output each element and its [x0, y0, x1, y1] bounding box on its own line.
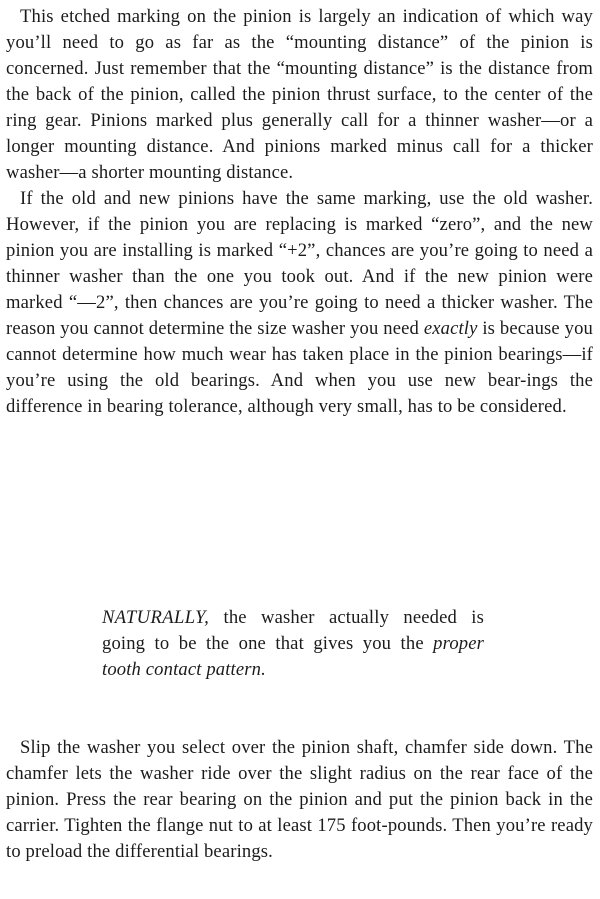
- paragraph-pinion-marking: This etched marking on the pinion is largely an indication of which way you’ll need to go as far as the “mounting distance” of the pinion is concerned. Just remember that the “mounting distance” is the distance from the back of the pinion, called the pinion thrust surface, to the center of the ring gear. Pinions marked plus generally call for a thinner washer—or a longer mounting distance. And pinions marked minus call for a thicker washer—a shorter mounting distance.: [6, 6, 593, 183]
- callout-emphasis: proper tooth contact pattern.: [102, 633, 484, 680]
- text-column-bottom: [6, 735, 593, 865]
- paragraph-washer-selection: [6, 186, 593, 420]
- paragraph-washer-selection-part-b: is because you cannot determine how much wear has taken place in the pinion bearings—if you’re using the old bearings. And when you use new bear-ings the difference in bearing tolerance, although very small, has to be considered.: [6, 318, 593, 417]
- emphasis-exactly: exactly: [423, 318, 478, 339]
- callout-naturally: [102, 605, 484, 683]
- paragraph-washer-selection-part-a: If the old and new pinions have the same marking, use the old washer. However, if the pinion you are replacing is marked “zero”, and the new pinion you are installing is marked “+2”, chances are you’re going to need a thinner washer than the one you took out. And if the new pinion were marked “—2”, then chances are you’re going to need a thicker washer. The reason you cannot determine the size washer you need: [6, 188, 593, 339]
- callout-lead: NATURALLY,: [102, 607, 210, 628]
- paragraph-install-washer: Slip the washer you select over the pinion shaft, chamfer side down. The chamfer lets the washer ride over the slight radius on the rear face of the pinion. Press the rear bearing on the pinion and put the pinion back in the carrier. Tighten the flange nut to at least 175 foot-pounds. Then you’re ready to preload the differential bearings.: [6, 737, 593, 862]
- text-column: [6, 4, 593, 420]
- callout-text-a: the washer actually needed is going to be the one that gives you the: [102, 607, 484, 654]
